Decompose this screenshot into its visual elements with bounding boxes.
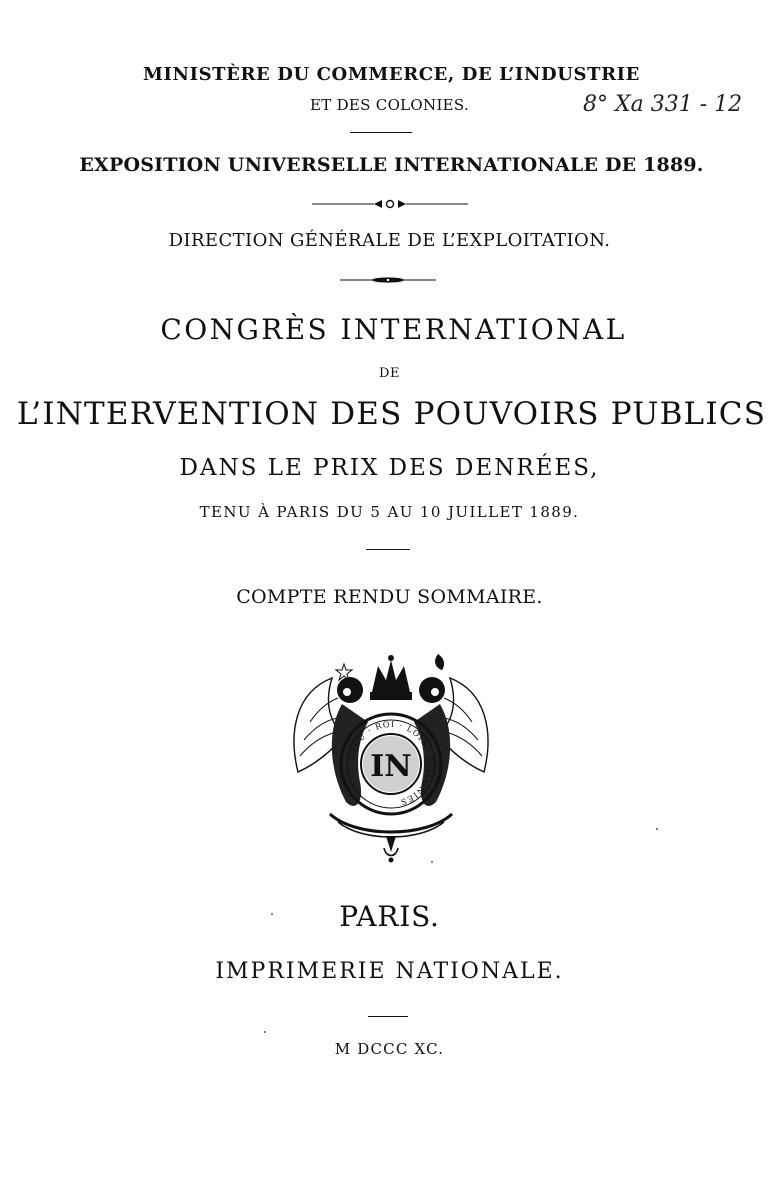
congress-title: CONGRÈS INTERNATIONAL xyxy=(160,313,627,346)
emblem-motto: DIEU · ROI · LOIS · COLONIES xyxy=(347,719,436,807)
scan-speck xyxy=(431,861,433,863)
shelfmark-annotation: 8° Xa 331 - 12 xyxy=(583,92,743,117)
divider-4 xyxy=(368,1016,408,1017)
prix-denrees-title: DANS LE PRIX DES DENRÉES, xyxy=(179,455,600,481)
scan-speck xyxy=(264,1031,266,1033)
imprimerie-nationale-emblem xyxy=(286,652,496,864)
intervention-title: L’INTERVENTION DES POUVOIRS PUBLICS xyxy=(16,396,767,432)
emblem-monogram: IN xyxy=(370,749,412,784)
title-de: DE xyxy=(379,366,400,381)
ornament-divider-2 xyxy=(338,275,438,285)
held-in-paris-line: TENU À PARIS DU 5 AU 10 JUILLET 1889. xyxy=(199,503,580,521)
imprint-printer: IMPRIMERIE NATIONALE. xyxy=(215,959,564,984)
divider-1 xyxy=(350,132,412,133)
direction-line: DIRECTION GÉNÉRALE DE L’EXPLOITATION. xyxy=(168,230,611,251)
scan-speck xyxy=(656,828,658,830)
compte-rendu-line: COMPTE RENDU SOMMAIRE. xyxy=(236,586,543,608)
exposition-line: EXPOSITION UNIVERSELLE INTERNATIONALE DE 1889. xyxy=(79,154,704,176)
ministry-line-1: MINISTÈRE DU COMMERCE, DE L’INDUSTRIE xyxy=(142,64,641,85)
imprint-year: M DCCC XC. xyxy=(334,1040,445,1058)
ornament-divider-1 xyxy=(310,198,470,210)
scan-speck xyxy=(271,913,273,915)
imprint-city: PARIS. xyxy=(339,900,440,933)
ministry-line-2: ET DES COLONIES. xyxy=(309,96,470,114)
divider-3 xyxy=(366,549,410,550)
